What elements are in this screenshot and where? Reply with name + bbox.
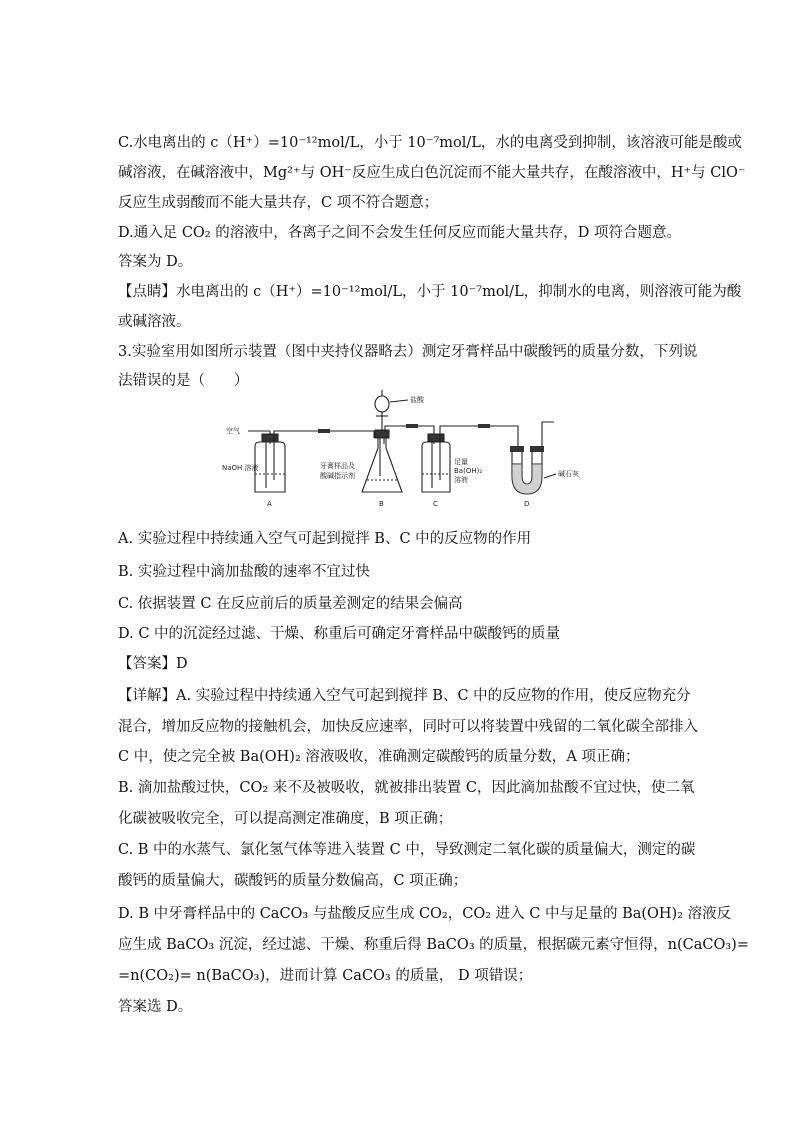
label-sample: 牙膏样品及 [320,462,355,470]
question-stem: 法错误的是（ ） [118,373,249,389]
text-line: 或碱溶液。 [118,314,191,330]
explanation-line: C 中，使之完全被 Ba(OH)₂ 溶液吸收，准确测定碳酸钙的质量分数，A 项正确； [118,749,640,765]
explanation-line: 酸钙的质量偏大，碳酸钙的质量分数偏高，C 项正确； [118,873,468,889]
text-line: 答案为 D。 [118,254,193,270]
label-air: 空气 [226,427,240,435]
text-line: 反应生成弱酸而不能大量共存，C 项不符合题意； [118,195,439,211]
option-c: C. 依据装置 C 在反应前后的质量差测定的结果会偏高 [118,596,463,612]
explanation-line: 应生成 BaCO₃ 沉淀，经过滤、干燥、称重后得 BaCO₃ 的质量，根据碳元素守恒得，n(CaCO₃)= [118,937,749,953]
label-apparatus-d: D [524,500,530,508]
explanation-line: 【详解】A. 实验过程中持续通入空气可起到搅拌 B、C 中的反应物的作用，使反应物充分 [118,688,691,704]
option-b: B. 实验过程中滴加盐酸的速率不宜过快 [118,564,370,580]
explanation-line: 答案选 D。 [118,999,193,1015]
explanation-line: D. B 中牙膏样品中的 CaCO₃ 与盐酸反应生成 CO₂，CO₂ 进入 C 中与足量的 Ba(OH)₂ 溶液反 [118,906,732,922]
label-apparatus-b: B [379,500,384,508]
explanation-line: =n(CO₂)= n(BaCO₃)，进而计算 CaCO₃ 的质量， D 项错误； [118,968,533,984]
label-c-reagent: Ba(OH)₂ [454,467,483,475]
label-apparatus-c: C [433,500,438,508]
label-acid: 盐酸 [410,396,424,404]
text-line: 碱溶液，在碱溶液中，Mg²⁺与 OH⁻反应生成白色沉淀而不能大量共存，在酸溶液中，H⁺与 ClO⁻ [118,165,746,181]
explanation-line: 混合，增加反应物的接触机会，加快反应速率，同时可以将装置中残留的二氧化碳全部排入 [118,719,698,735]
explanation-line: B. 滴加盐酸过快，CO₂ 来不及被吸收，就被排出装置 C，因此滴加盐酸不宜过快，使二氧 [118,780,695,796]
label-c-amount: 足量 [454,458,468,466]
answer-line: 【答案】D [118,656,188,672]
question-stem: 3.实验室用如图所示装置（图中夹持仪器略去）测定牙膏样品中碳酸钙的质量分数，下列说 [118,344,698,360]
apparatus-diagram [222,384,579,512]
label-soda-lime: 碱石灰 [558,470,579,478]
text-line: D.通入足 CO₂ 的溶液中，各离子之间不会发生任何反应而能大量共存，D 项符合题意。 [118,225,681,241]
explanation-line: 化碳被吸收完全，可以提高测定准确度，B 项正确； [118,811,453,827]
text-line: C.水电离出的 c（H⁺）=10⁻¹²mol/L，小于 10⁻⁷mol/L，水的电离受到抑制，该溶液可能是酸或 [118,135,742,151]
label-apparatus-a: A [267,500,272,508]
option-d: D. C 中的沉淀经过滤、干燥、称重后可确定牙膏样品中碳酸钙的质量 [118,626,561,642]
label-indicator: 酸碱指示剂 [320,472,355,480]
option-a: A. 实验过程中持续通入空气可起到搅拌 B、C 中的反应物的作用 [118,531,532,547]
text-line: 【点睛】水电离出的 c（H⁺）=10⁻¹²mol/L，小于 10⁻⁷mol/L，抑制水的电离，则溶液可能为酸 [118,284,742,300]
explanation-line: C. B 中的水蒸气、氯化氢气体等进入装置 C 中，导致测定二氧化碳的质量偏大，测定的碳 [118,842,696,858]
label-naoh: NaOH 溶液 [222,464,259,472]
label-c-solution: 溶液 [454,476,468,484]
